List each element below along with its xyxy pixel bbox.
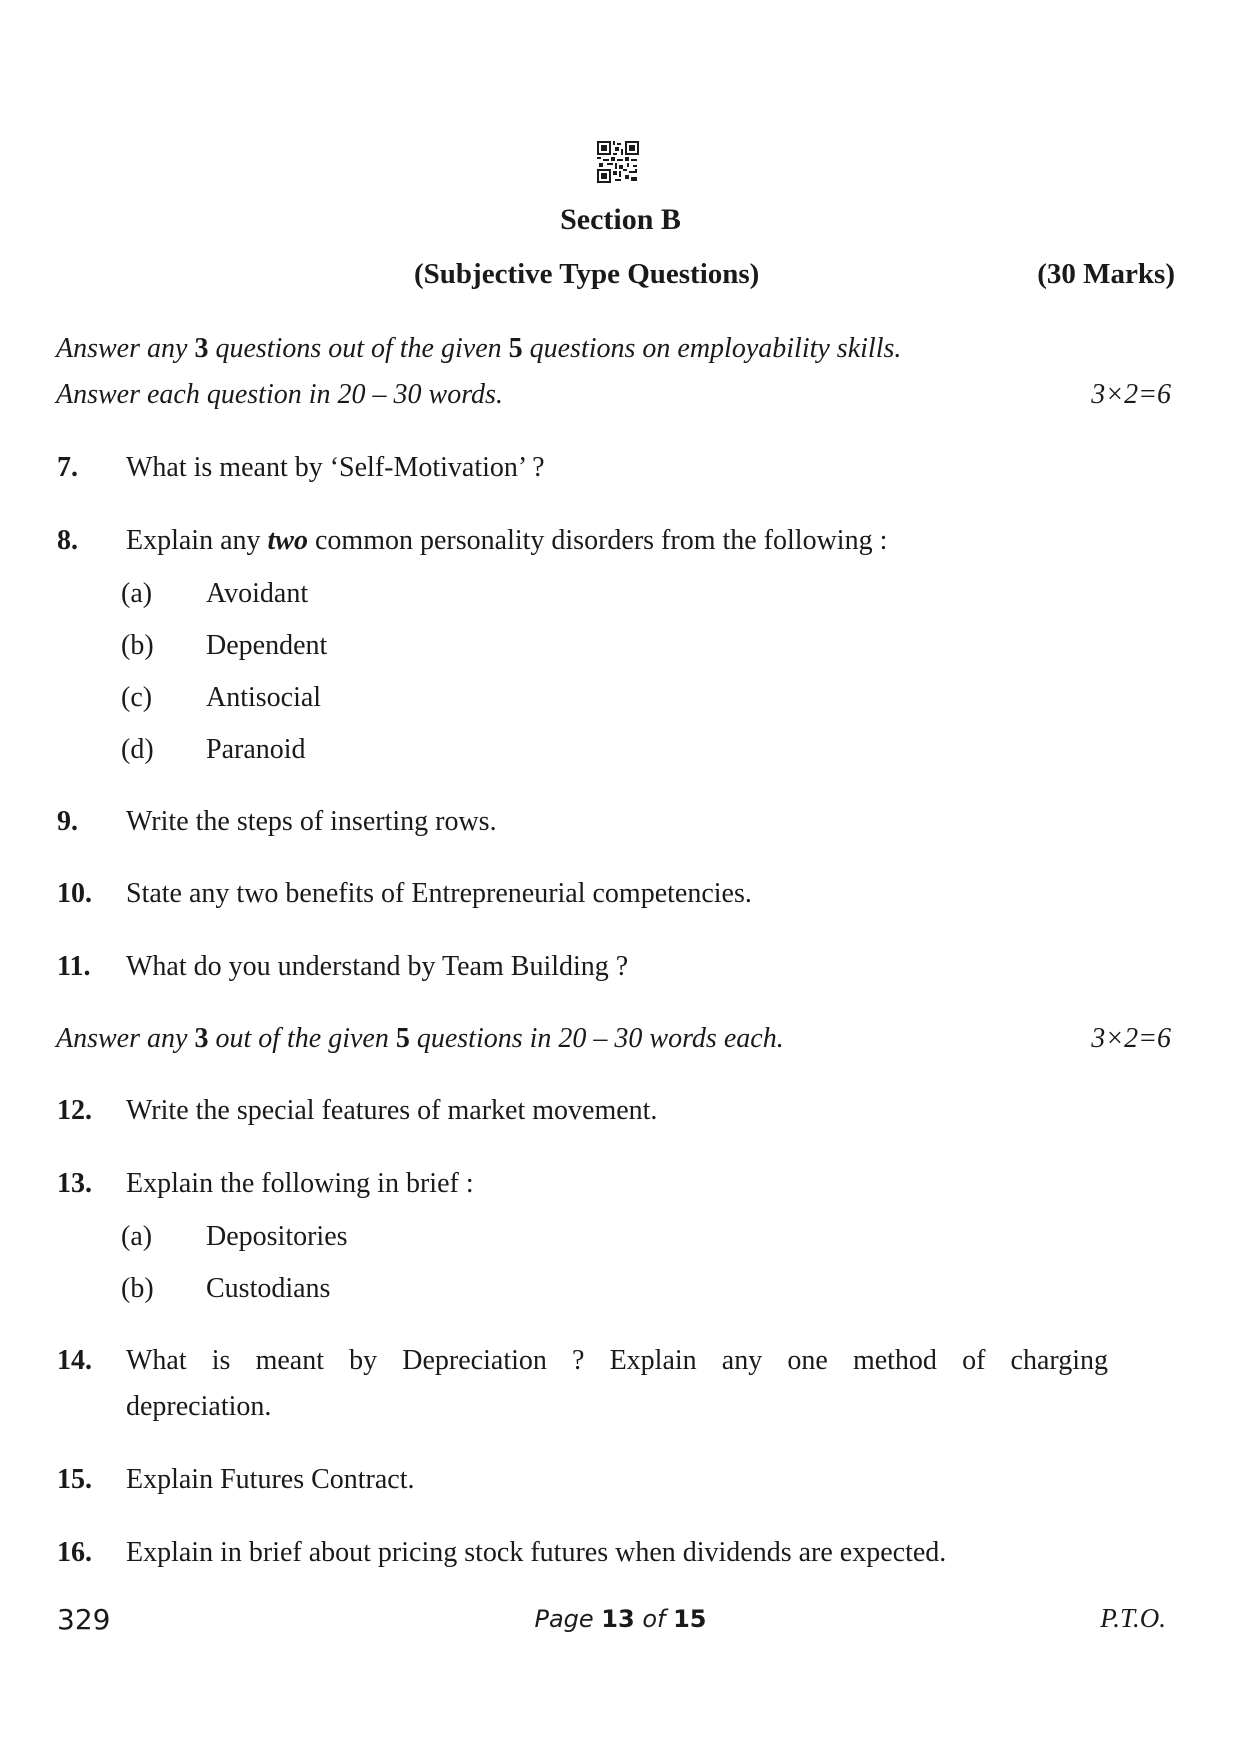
- option-text: Paranoid: [206, 734, 306, 765]
- instruction-line-1: Answer any 3 questions out of the given 5 questions on employability skills.: [56, 333, 902, 364]
- page-number: Page 13 of 15: [534, 1605, 707, 1633]
- section-subtitle: (Subjective Type Questions): [414, 258, 760, 290]
- section-title: Section B: [560, 203, 681, 236]
- question-text: What is meant by Depreciation ? Explain any one method of charging: [126, 1345, 1108, 1376]
- question-text: Explain Futures Contract.: [126, 1464, 415, 1495]
- question-text: What is meant by ‘Self-Motivation’ ?: [126, 452, 545, 483]
- option-label: (d): [121, 734, 154, 765]
- question-number: 16.: [57, 1537, 92, 1568]
- option-label: (b): [121, 630, 154, 661]
- option-label: (b): [121, 1273, 154, 1304]
- question-number: 10.: [57, 878, 92, 909]
- question-text: Explain the following in brief :: [126, 1168, 474, 1199]
- instruction-score: 3×2=6: [1091, 1023, 1171, 1054]
- option-text: Depositories: [206, 1221, 348, 1252]
- question-text: What do you understand by Team Building ?: [126, 951, 629, 982]
- question-text: Write the steps of inserting rows.: [126, 806, 497, 837]
- question-number: 14.: [57, 1345, 92, 1376]
- instruction-score: 3×2=6: [1091, 379, 1171, 410]
- question-text: State any two benefits of Entrepreneurial competencies.: [126, 878, 752, 909]
- question-text: Explain in brief about pricing stock futures when dividends are expected.: [126, 1537, 947, 1568]
- option-label: (a): [121, 1221, 153, 1252]
- option-text: Avoidant: [206, 578, 309, 609]
- question-number: 7.: [57, 452, 78, 483]
- qr-code-icon: [597, 141, 639, 183]
- pto-label: P.T.O.: [1100, 1603, 1166, 1633]
- option-text: Antisocial: [206, 682, 322, 713]
- question-number: 11.: [57, 951, 91, 982]
- paper-code: 329: [57, 1603, 111, 1636]
- question-number: 13.: [57, 1168, 92, 1199]
- instruction-line: Answer any 3 out of the given 5 questions in 20 – 30 words each.: [56, 1023, 784, 1054]
- question-number: 15.: [57, 1464, 92, 1495]
- option-label: (c): [121, 682, 153, 713]
- question-text: Write the special features of market movement.: [126, 1095, 658, 1126]
- question-text-continued: depreciation.: [126, 1391, 272, 1422]
- option-label: (a): [121, 578, 153, 609]
- option-text: Dependent: [206, 630, 328, 661]
- question-number: 9.: [57, 806, 78, 837]
- option-text: Custodians: [206, 1273, 331, 1304]
- section-marks: (30 Marks): [1037, 258, 1175, 290]
- question-number: 8.: [57, 525, 78, 556]
- instruction-line-2: Answer each question in 20 – 30 words.: [56, 379, 503, 410]
- question-text: Explain any two common personality disorders from the following :: [126, 525, 888, 556]
- question-number: 12.: [57, 1095, 92, 1126]
